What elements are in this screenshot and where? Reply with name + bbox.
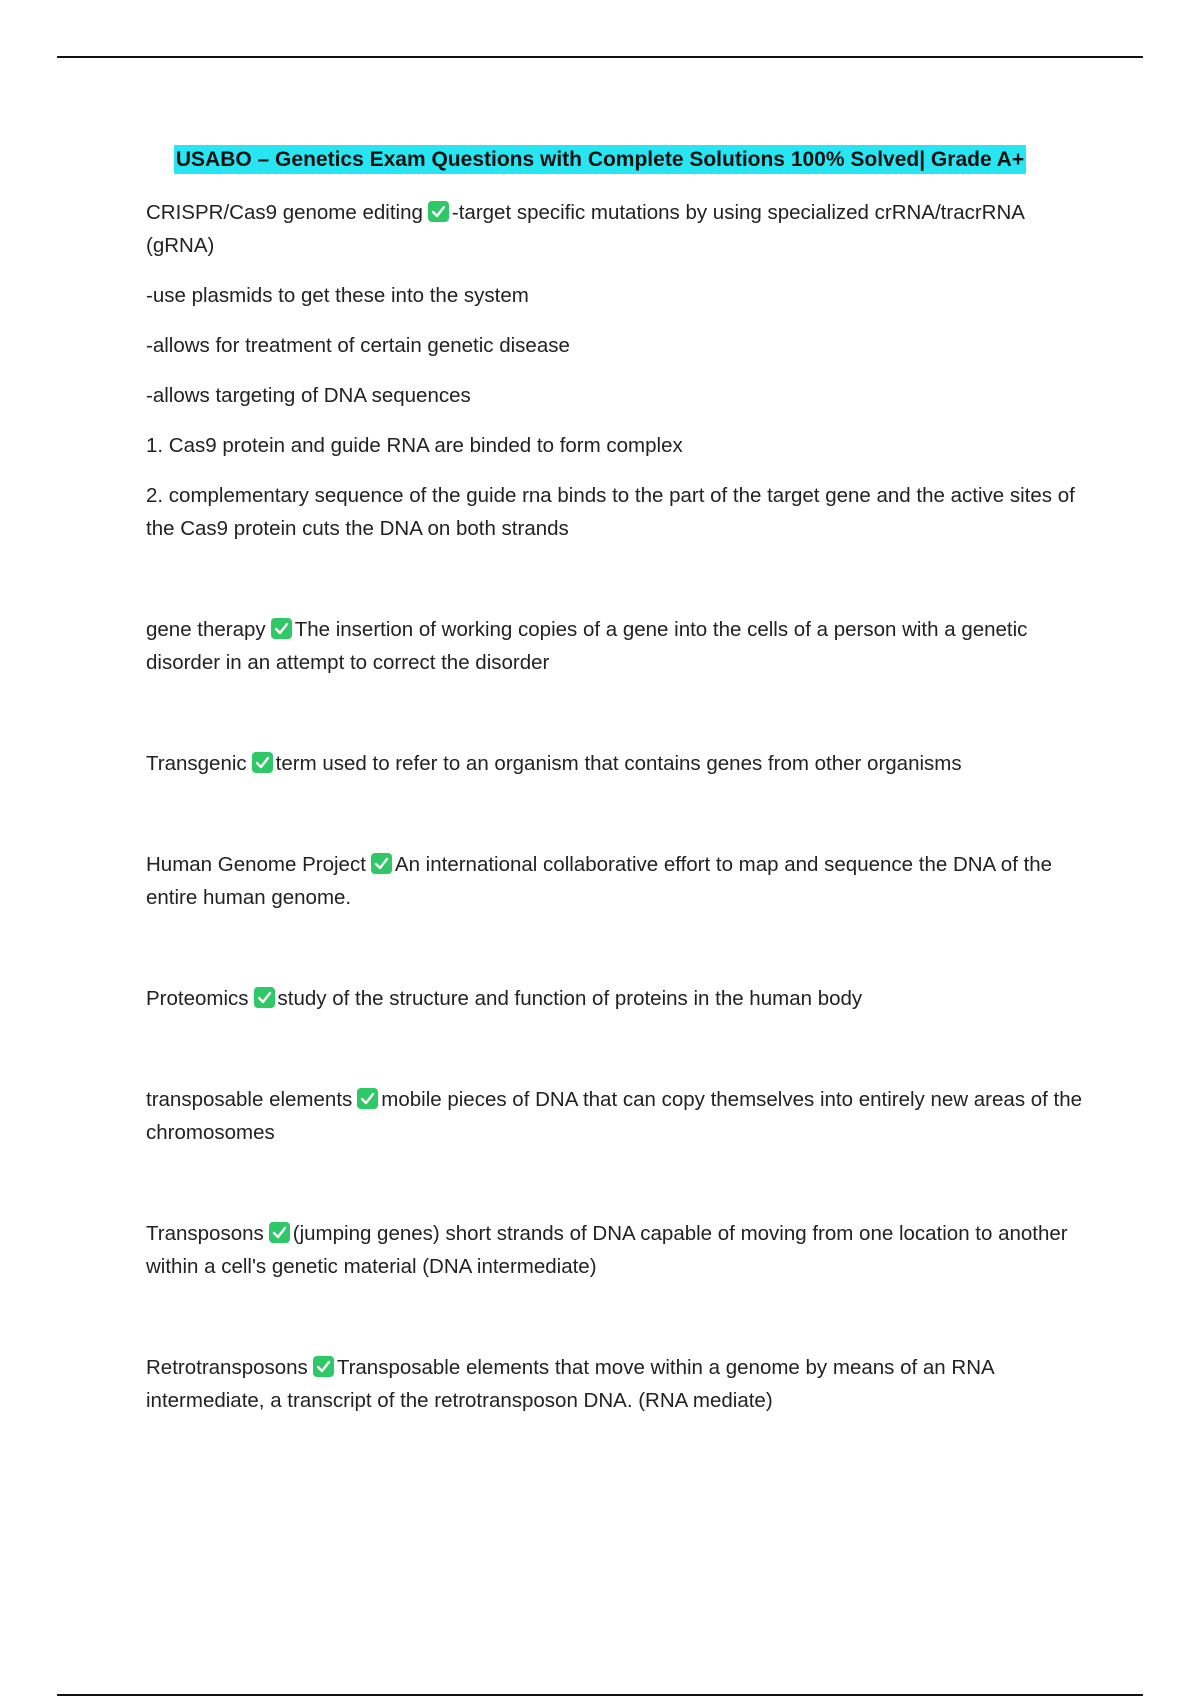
entry-definition: study of the structure and function of proteins in the human body — [277, 987, 863, 1010]
entry-definition: -target specific mutations by using specialized crRNA/tracrRNA (gRNA) — [146, 201, 1024, 257]
entry-definition: An international collaborative effort to map and sequence the DNA of the entire human genome. — [146, 853, 1053, 909]
check-mark-icon — [313, 1356, 334, 1377]
entry-transposable-elements — [146, 1083, 1096, 1149]
entry-crispr — [146, 196, 1096, 262]
entry-term: Human Genome Project — [146, 853, 366, 876]
check-mark-icon — [269, 1222, 290, 1243]
document-body — [146, 196, 1096, 1434]
check-mark-icon — [357, 1088, 378, 1109]
check-mark-icon — [252, 752, 273, 773]
check-mark-icon — [371, 853, 392, 874]
check-mark-icon — [428, 201, 449, 222]
title-block — [0, 145, 1200, 174]
entry-term: Transposons — [146, 1222, 264, 1245]
document-title: USABO – Genetics Exam Questions with Complete Solutions 100% Solved| Grade A+ — [174, 145, 1026, 174]
entry-term: gene therapy — [146, 618, 266, 641]
entry-term: CRISPR/Cas9 genome editing — [146, 201, 423, 224]
entry-line: 2. complementary sequence of the guide rna binds to the part of the target gene and the active sites of the Cas9 protein cuts the DNA on both strands — [146, 484, 1075, 540]
entry-transgenic — [146, 747, 1096, 780]
entry-term: transposable elements — [146, 1088, 353, 1111]
entry-definition: mobile pieces of DNA that can copy themselves into entirely new areas of the chromosomes — [146, 1088, 1083, 1144]
entry-term: Transgenic — [146, 752, 247, 775]
check-mark-icon — [254, 987, 275, 1008]
entry-term: Proteomics — [146, 987, 249, 1010]
entry-line: -allows for treatment of certain genetic disease — [146, 334, 570, 357]
entry-definition: Transposable elements that move within a genome by means of an RNA intermediate, a transcript of the retrotransposon DNA. (RNA mediate) — [146, 1356, 994, 1412]
entry-definition: The insertion of working copies of a gene into the cells of a person with a genetic disorder in an attempt to correct the disorder — [146, 618, 1028, 674]
entry-human-genome-project — [146, 848, 1096, 914]
header-rule — [57, 56, 1143, 58]
entry-line: 1. Cas9 protein and guide RNA are binded to form complex — [146, 434, 683, 457]
entry-definition: term used to refer to an organism that contains genes from other organisms — [275, 752, 962, 775]
entry-retrotransposons — [146, 1351, 1096, 1417]
entry-gene-therapy — [146, 613, 1096, 679]
entry-proteomics — [146, 982, 1096, 1015]
check-mark-icon — [271, 618, 292, 639]
entry-transposons — [146, 1217, 1096, 1283]
entry-definition: (jumping genes) short strands of DNA capable of moving from one location to another within a cell's genetic material (DNA intermediate) — [146, 1222, 1068, 1278]
entry-term: Retrotransposons — [146, 1356, 308, 1379]
footer-rule — [57, 1694, 1143, 1696]
entry-line: -allows targeting of DNA sequences — [146, 384, 471, 407]
entry-line: -use plasmids to get these into the system — [146, 284, 529, 307]
